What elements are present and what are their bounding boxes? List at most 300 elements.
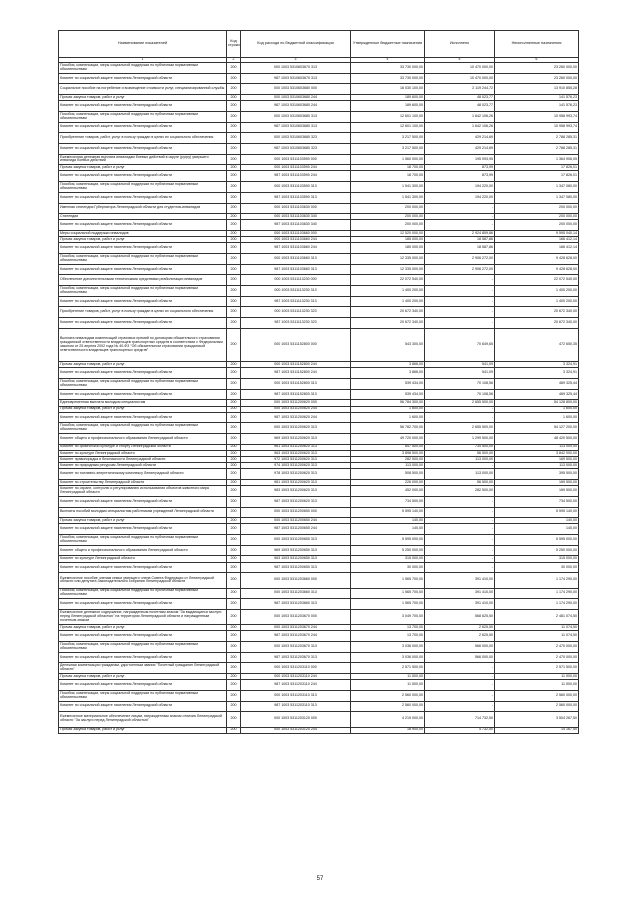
row-unexecuted-cell: 113 000,00	[495, 463, 579, 469]
row-executed-cell: 1 642 106,26	[425, 111, 495, 122]
row-approved-cell: 22 072 540,00	[351, 275, 425, 286]
row-code-cell: 000 1003 5311203660 313	[241, 588, 351, 599]
table-row	[59, 243, 579, 254]
row-code-cell: 981 1003 5311200620 313	[241, 480, 351, 486]
row-name-cell: Комитет по социальной защите населения Ленинградской области	[59, 496, 227, 507]
table-row	[59, 389, 579, 400]
row-code-cell: 000 1003 5311203670 244	[241, 625, 351, 631]
row-code-cell: 000 1003 5311103660 244	[241, 237, 351, 243]
row-code-cell: 987 1003 5311103660 313	[241, 264, 351, 275]
row-line-cell: 200	[227, 463, 241, 469]
row-approved-cell: 1 600,00	[351, 406, 425, 412]
row-code-cell: 000 1003 5311152800 244	[241, 362, 351, 368]
row-unexecuted-cell: 14 167,50	[495, 727, 579, 733]
row-code-cell: 000 1003 5311203660 000	[241, 573, 351, 588]
row-name-cell: Комитет по социальной защите населения Ленинградской области	[59, 243, 227, 254]
row-executed-cell: 194 220,00	[425, 192, 495, 203]
row-line-cell: 200	[227, 690, 241, 701]
row-code-cell: 000 1003 5310603680 323	[241, 133, 351, 144]
row-unexecuted-cell: 395 500,00	[495, 469, 579, 480]
row-line-cell: 200	[227, 243, 241, 254]
row-code-cell: 000 1003 5310603680 244	[241, 95, 351, 101]
row-approved-cell: 189 600,00	[351, 95, 425, 101]
table-row	[59, 133, 579, 144]
table-row	[59, 434, 579, 445]
row-executed-cell: 10 470 000,00	[425, 73, 495, 84]
row-name-cell: Комитет по социальной защите населения Ленинградской области	[59, 296, 227, 307]
row-approved-cell: 452 000,00	[351, 486, 425, 497]
header-unexecuted: Неисполненные назначения	[495, 31, 579, 58]
row-line-cell: 200	[227, 362, 241, 368]
row-line-cell: 200	[227, 307, 241, 318]
row-approved-cell: 140,00	[351, 524, 425, 535]
table-row	[59, 296, 579, 307]
row-name-cell: Комитет по культуре Ленинградской области	[59, 450, 227, 456]
table-body	[59, 63, 579, 734]
row-line-cell: 200	[227, 556, 241, 562]
row-name-cell: Комитет общего и профессионального образования Ленинградской области	[59, 545, 227, 556]
row-line-cell: 200	[227, 101, 241, 112]
table-row	[59, 307, 579, 318]
row-name-cell: Комитет общего и профессионального образования Ленинградской области	[59, 434, 227, 445]
row-code-cell: 000 1003 5311200620 313	[241, 423, 351, 434]
table-row	[59, 379, 579, 390]
row-line-cell: 200	[227, 192, 241, 203]
table-row	[59, 318, 579, 329]
row-name-cell: Прочая закупка товаров, работ и услуг	[59, 518, 227, 524]
row-executed-cell: 391 410,00	[425, 599, 495, 610]
table-row	[59, 275, 579, 286]
row-executed-cell: 2 625,50	[425, 625, 495, 631]
row-code-cell: 000 1003 5311203120 244	[241, 727, 351, 733]
row-approved-cell: 3 036 000,00	[351, 652, 425, 663]
row-name-cell: Пособия, компенсации, меры социальной поддержки по публичным нормативным обязательствам	[59, 642, 227, 653]
row-code-cell: 987 1003 5310603680 244	[241, 101, 351, 112]
row-name-cell: Прочая закупка товаров, работ и услуг	[59, 406, 227, 412]
row-unexecuted-cell: 1 400 200,00	[495, 286, 579, 297]
row-line-cell: 200	[227, 275, 241, 286]
row-unexecuted-cell: 20 672 340,00	[495, 318, 579, 329]
row-unexecuted-cell: 1 347 080,00	[495, 182, 579, 193]
row-line-cell: 200	[227, 674, 241, 680]
row-code-cell: 000 1003 5311113230 313	[241, 286, 351, 297]
row-approved-cell: 1 560 000,00	[351, 154, 425, 165]
row-approved-cell: 539 434,00	[351, 389, 425, 400]
row-line-cell: 200	[227, 486, 241, 497]
row-executed-cell: 429 214,69	[425, 143, 495, 154]
row-line-cell: 200	[227, 625, 241, 631]
row-line-cell: 200	[227, 701, 241, 712]
row-name-cell: Приобретение товаров, работ, услуг в пользу граждан в целях их социального обеспечения	[59, 133, 227, 144]
row-approved-cell: 3 036 000,00	[351, 642, 425, 653]
row-name-cell: Комитет по топливно-энергетическому комплексу Ленинградской области	[59, 469, 227, 480]
row-name-cell: Комитет по социальной защите населения Ленинградской области	[59, 368, 227, 379]
row-executed-cell: 568 625,50	[425, 609, 495, 624]
row-unexecuted-cell: 169 500,00	[495, 486, 579, 497]
row-executed-cell: -	[425, 690, 495, 701]
row-code-cell: 969 1003 5311200620 313	[241, 434, 351, 445]
row-line-cell: 200	[227, 73, 241, 84]
table-row	[59, 63, 579, 74]
row-name-cell: Именная стипендия Губернатора Ленинградской области для студентов-инвалидов	[59, 203, 227, 214]
row-executed-cell: 56 500,00	[425, 480, 495, 486]
row-unexecuted-cell: 1 347 080,00	[495, 192, 579, 203]
row-name-cell: Комитет по социальной защите населения Ленинградской области	[59, 631, 227, 642]
row-name-cell: Комитет по социальной защите населения Ленинградской области	[59, 318, 227, 329]
row-line-cell: 200	[227, 84, 241, 95]
row-name-cell: Комитет по физической культуре и спорту Ленинградской области	[59, 444, 227, 450]
row-approved-cell: 33 730 000,00	[351, 63, 425, 74]
row-approved-cell: 1 400 200,00	[351, 296, 425, 307]
row-approved-cell: 20 672 340,00	[351, 318, 425, 329]
row-unexecuted-cell: 23 260 000,00	[495, 63, 579, 74]
row-code-cell: 987 1003 5311203110 244	[241, 680, 351, 691]
row-executed-cell: -	[425, 518, 495, 524]
row-unexecuted-cell: 3 324,91	[495, 368, 579, 379]
table-row	[59, 368, 579, 379]
row-code-cell: 987 1003 5311203670 244	[241, 631, 351, 642]
table-row	[59, 652, 579, 663]
row-unexecuted-cell: 17 826,01	[495, 165, 579, 171]
row-approved-cell: 189 600,00	[351, 101, 425, 112]
row-code-cell: 987 1003 5311200650 244	[241, 524, 351, 535]
row-line-cell: 200	[227, 171, 241, 182]
row-name-cell: Меры социальной поддержки инвалидов	[59, 231, 227, 237]
row-approved-cell: 200 000,00	[351, 220, 425, 231]
row-approved-cell: 1 541 300,00	[351, 182, 425, 193]
row-name-cell: Стипендии	[59, 214, 227, 220]
row-code-cell: 000 1003 5311103590 000	[241, 154, 351, 165]
table-row	[59, 412, 579, 423]
row-executed-cell: 541,09	[425, 362, 495, 368]
row-line-cell: 200	[227, 63, 241, 74]
row-name-cell: Прочая закупка товаров, работ и услуг	[59, 362, 227, 368]
row-unexecuted-cell: 169 500,00	[495, 480, 579, 486]
table-row	[59, 535, 579, 546]
row-code-cell: 987 1003 5311103590 244	[241, 171, 351, 182]
row-line-cell: 200	[227, 457, 241, 463]
row-executed-cell: 541,09	[425, 368, 495, 379]
row-name-cell: Комитет правопорядка и безопасности Ленинградской области	[59, 457, 227, 463]
row-approved-cell: 508 500,00	[351, 469, 425, 480]
row-approved-cell: 18 700,00	[351, 171, 425, 182]
row-approved-cell: 56 782 700,00	[351, 423, 425, 434]
header-budget-code: Код расхода по бюджетной классификации	[241, 31, 351, 58]
row-executed-cell: -	[425, 674, 495, 680]
row-executed-cell: -	[425, 412, 495, 423]
row-line-cell: 200	[227, 328, 241, 361]
row-approved-cell: 18 700,00	[351, 165, 425, 171]
row-name-cell: Пособия, компенсации, меры социальной поддержки по публичным нормативным обязательствам	[59, 535, 227, 546]
row-approved-cell: 3 866,00	[351, 362, 425, 368]
row-name-cell: Комитет по социальной защите населения Ленинградской области	[59, 524, 227, 535]
row-name-cell: Комитет по социальной защите населения Ленинградской области	[59, 143, 227, 154]
row-unexecuted-cell: 11 500,00	[495, 674, 579, 680]
row-approved-cell: 543 300,00	[351, 328, 425, 361]
row-code-cell: 987 1003 5310603680 313	[241, 122, 351, 133]
row-name-cell: Комитет по социальной защите населения Ленинградской области	[59, 73, 227, 84]
row-executed-cell: -	[425, 203, 495, 214]
row-unexecuted-cell: 200 000,00	[495, 214, 579, 220]
row-executed-cell: -	[425, 556, 495, 562]
budget-table	[58, 30, 579, 734]
row-code-cell: 987 1003 5311152800 313	[241, 389, 351, 400]
row-approved-cell: 13 700,00	[351, 625, 425, 631]
row-name-cell: Комитет по социальной защите населения Ленинградской области	[59, 680, 227, 691]
row-unexecuted-cell: 2 560 000,00	[495, 701, 579, 712]
row-executed-cell: -	[425, 496, 495, 507]
row-approved-cell: 11 500,00	[351, 680, 425, 691]
row-approved-cell: 13 700,00	[351, 631, 425, 642]
row-line-cell: 200	[227, 631, 241, 642]
row-unexecuted-cell: 169 500,00	[495, 457, 579, 463]
table-row	[59, 143, 579, 154]
row-line-cell: 200	[227, 663, 241, 674]
row-executed-cell: 2 119 244,72	[425, 84, 495, 95]
row-executed-cell: -	[425, 463, 495, 469]
row-name-cell: Пособия, компенсации, меры социальной поддержки по публичным нормативным обязательствам	[59, 111, 227, 122]
row-executed-cell: 18 587,86	[425, 237, 495, 243]
row-name-cell: Пособия, компенсации, меры социальной поддержки по публичным нормативным обязательствам	[59, 379, 227, 390]
row-name-cell: Комитет по социальной защите населения Ленинградской области	[59, 220, 227, 231]
row-line-cell: 200	[227, 406, 241, 412]
row-executed-cell: 391 410,00	[425, 573, 495, 588]
row-code-cell: 972 1003 5311200620 313	[241, 457, 351, 463]
row-code-cell: 963 1003 5311200650 313	[241, 556, 351, 562]
table-row	[59, 642, 579, 653]
row-executed-cell: 2 655 500,00	[425, 423, 495, 434]
row-line-cell: 200	[227, 296, 241, 307]
header-approved: Утвержденные бюджетные назначения	[351, 31, 425, 58]
row-executed-cell: 2 924 859,86	[425, 231, 495, 237]
table-row	[59, 727, 579, 733]
row-executed-cell: 56 500,00	[425, 450, 495, 456]
row-approved-cell: 30 000,00	[351, 562, 425, 573]
row-line-cell: 200	[227, 562, 241, 573]
row-name-cell: Ежемесячная денежная выплата инвалидам боевых действий в округе (ругру) умершего инвалида боевых действий	[59, 154, 227, 165]
row-unexecuted-cell: 113 000,00	[495, 444, 579, 450]
row-executed-cell: 282 500,00	[425, 486, 495, 497]
row-name-cell: Комитет по социальной защите населения Ленинградской области	[59, 652, 227, 663]
table-row	[59, 690, 579, 701]
table-row	[59, 220, 579, 231]
row-line-cell: 200	[227, 423, 241, 434]
row-line-cell: 200	[227, 203, 241, 214]
row-line-cell: 200	[227, 95, 241, 101]
row-name-cell: Комитет по охране, контролю и регулированию использования объектов животного мира Ленинградской области	[59, 486, 227, 497]
row-executed-cell: 566 000,00	[425, 652, 495, 663]
row-unexecuted-cell: 472 650,35	[495, 328, 579, 361]
row-code-cell: 000 1003 5311200650 000	[241, 507, 351, 518]
row-name-cell: Комитет по социальной защите населения Ленинградской области	[59, 122, 227, 133]
row-executed-cell: -	[425, 406, 495, 412]
row-approved-cell: 12 335 000,00	[351, 264, 425, 275]
row-approved-cell: 200 000,00	[351, 203, 425, 214]
table-row	[59, 122, 579, 133]
row-approved-cell: 185 000,00	[351, 243, 425, 254]
row-executed-cell: 1 642 106,26	[425, 122, 495, 133]
row-code-cell: 000 1003 5311203670 000	[241, 609, 351, 624]
row-executed-cell: 70 649,65	[425, 328, 495, 361]
row-approved-cell: 11 500,00	[351, 674, 425, 680]
row-name-cell: Комитет по социальной защите населения Ленинградской области	[59, 562, 227, 573]
row-name-cell: Пособия, компенсации, меры социальной поддержки по публичным нормативным обязательствам	[59, 286, 227, 297]
row-line-cell: 200	[227, 518, 241, 524]
row-code-cell: 974 1003 5311200620 313	[241, 463, 351, 469]
row-line-cell: 200	[227, 412, 241, 423]
table-row	[59, 154, 579, 165]
row-approved-cell: 1 565 700,00	[351, 599, 425, 610]
row-line-cell: 200	[227, 524, 241, 535]
row-unexecuted-cell: 140,00	[495, 524, 579, 535]
row-executed-cell: -	[425, 545, 495, 556]
row-approved-cell: 49 720 000,00	[351, 434, 425, 445]
row-line-cell: 200	[227, 286, 241, 297]
row-executed-cell: 2 906 272,00	[425, 254, 495, 265]
budget-report-sheet	[58, 30, 578, 734]
row-code-cell: 978 1003 5311200620 313	[241, 469, 351, 480]
row-unexecuted-cell: 23 260 000,00	[495, 73, 579, 84]
row-name-cell: Комитет по социальной защите населения Ленинградской области	[59, 412, 227, 423]
table-row	[59, 507, 579, 518]
row-executed-cell: 113 000,00	[425, 469, 495, 480]
index-cell: 1	[59, 58, 227, 63]
row-code-cell: 000 1003 5311203670 313	[241, 642, 351, 653]
row-executed-cell: 2 655 500,00	[425, 400, 495, 406]
table-row	[59, 328, 579, 361]
row-unexecuted-cell: 3 324,91	[495, 362, 579, 368]
row-code-cell: 000 1003 5311103660 000	[241, 231, 351, 237]
row-executed-cell: 429 214,69	[425, 133, 495, 144]
row-executed-cell: 2 906 272,00	[425, 264, 495, 275]
row-name-cell: Социальное пособие на погребение и возмещение стоимости услуг, специализированной службы	[59, 84, 227, 95]
row-code-cell: 000 1003 5311200650 313	[241, 535, 351, 546]
row-unexecuted-cell: 2 470 000,00	[495, 652, 579, 663]
row-unexecuted-cell: 1 174 290,00	[495, 573, 579, 588]
row-approved-cell: 282 500,00	[351, 457, 425, 463]
row-executed-cell: -	[425, 562, 495, 573]
row-name-cell: Комитет по социальной защите населения Ленинградской области	[59, 101, 227, 112]
row-line-cell: 200	[227, 379, 241, 390]
row-unexecuted-cell: 17 826,01	[495, 171, 579, 182]
row-name-cell: Комитет по культуре Ленинградской области	[59, 556, 227, 562]
row-code-cell: 000 1003 5311113230 000	[241, 275, 351, 286]
row-line-cell: 200	[227, 444, 241, 450]
row-line-cell: 200	[227, 143, 241, 154]
row-line-cell: 200	[227, 214, 241, 220]
row-code-cell: 987 1003 5311203660 313	[241, 599, 351, 610]
row-name-cell: Комитет по социальной защите населения Ленинградской области	[59, 389, 227, 400]
table-row	[59, 111, 579, 122]
page-number: 57	[316, 876, 324, 882]
table-row	[59, 562, 579, 573]
row-code-cell: 987 1003 5311113230 313	[241, 296, 351, 307]
row-name-cell: Пособия, компенсации, меры социальной поддержки по публичным нормативным обязательствам	[59, 254, 227, 265]
index-cell: 4	[351, 58, 425, 63]
row-code-cell: 000 1003 5311203110 000	[241, 663, 351, 674]
row-name-cell: Комитет по социальной защите населения Ленинградской области	[59, 192, 227, 203]
row-line-cell: 200	[227, 609, 241, 624]
row-code-cell: 987 1003 5311200650 313	[241, 562, 351, 573]
row-line-cell: 200	[227, 642, 241, 653]
row-approved-cell: 847 500,00	[351, 444, 425, 450]
table-row	[59, 496, 579, 507]
row-executed-cell: -	[425, 680, 495, 691]
table-row	[59, 701, 579, 712]
row-approved-cell: 5 250 000,00	[351, 545, 425, 556]
table-row	[59, 203, 579, 214]
row-unexecuted-cell: 11 074,50	[495, 631, 579, 642]
row-code-cell: 987 1003 5311152800 244	[241, 368, 351, 379]
row-line-cell: 200	[227, 220, 241, 231]
row-name-cell: Пособия, компенсации, меры социальной поддержки по публичным нормативным обязательствам	[59, 690, 227, 701]
row-approved-cell: 734 500,00	[351, 496, 425, 507]
row-unexecuted-cell: 315 000,00	[495, 556, 579, 562]
row-line-cell: 200	[227, 368, 241, 379]
row-approved-cell: 140,00	[351, 518, 425, 524]
row-unexecuted-cell: 2 788 285,31	[495, 143, 579, 154]
table-row	[59, 524, 579, 535]
row-name-cell: Ежемесячное пособие членам семьи умершего члена Совета Федерации от Ленинградской области или депутата Законодательного собрания Ленинградской области	[59, 573, 227, 588]
row-executed-cell: 194 220,00	[425, 182, 495, 193]
row-name-cell: Прочая закупка товаров, работ и услуг	[59, 727, 227, 733]
table-row	[59, 588, 579, 599]
row-line-cell: 200	[227, 122, 241, 133]
row-unexecuted-cell: 1 364 906,05	[495, 154, 579, 165]
row-approved-cell: 12 601 100,00	[351, 122, 425, 133]
index-cell: 5	[425, 58, 495, 63]
row-code-cell: 987 1003 5311200620 244	[241, 412, 351, 423]
row-unexecuted-cell: 9 595 040,14	[495, 231, 579, 237]
row-executed-cell: -	[425, 318, 495, 329]
row-unexecuted-cell: 1 600,00	[495, 412, 579, 423]
row-unexecuted-cell: 5 595 000,00	[495, 535, 579, 546]
row-unexecuted-cell: 54 127 200,00	[495, 423, 579, 434]
row-code-cell: 963 1003 5311200620 313	[241, 450, 351, 456]
row-unexecuted-cell: 1 174 290,00	[495, 599, 579, 610]
table-row	[59, 609, 579, 624]
row-approved-cell: 3 866,00	[351, 368, 425, 379]
row-unexecuted-cell: 2 571 500,00	[495, 663, 579, 674]
index-cell: 3	[241, 58, 351, 63]
row-unexecuted-cell: 141 576,23	[495, 101, 579, 112]
row-line-cell: 200	[227, 680, 241, 691]
row-executed-cell: 714 732,50	[425, 712, 495, 727]
row-line-cell: 200	[227, 727, 241, 733]
row-approved-cell: 315 000,00	[351, 556, 425, 562]
row-code-cell: 987 1003 5311203110 313	[241, 701, 351, 712]
row-unexecuted-cell: 20 672 340,00	[495, 307, 579, 318]
row-executed-cell: 48 023,77	[425, 95, 495, 101]
row-unexecuted-cell: 2 788 285,31	[495, 133, 579, 144]
table-row	[59, 73, 579, 84]
row-approved-cell: 5 595 140,00	[351, 507, 425, 518]
table-row	[59, 182, 579, 193]
row-approved-cell: 2 560 000,00	[351, 690, 425, 701]
row-unexecuted-cell: 54 128 800,00	[495, 400, 579, 406]
row-unexecuted-cell: 166 412,14	[495, 237, 579, 243]
row-name-cell: Единовременная выплата молодым специалистам	[59, 400, 227, 406]
row-unexecuted-cell: 11 074,50	[495, 625, 579, 631]
row-executed-cell: -	[425, 220, 495, 231]
row-code-cell: 000 1003 5311152800 313	[241, 379, 351, 390]
row-line-cell: 200	[227, 231, 241, 237]
row-code-cell: 000 1003 5311200620 000	[241, 400, 351, 406]
row-name-cell: Комитет по строительству Ленинградской области	[59, 480, 227, 486]
row-executed-cell: 734 500,00	[425, 444, 495, 450]
row-approved-cell: 2 560 000,00	[351, 701, 425, 712]
row-unexecuted-cell: 9 428 628,00	[495, 264, 579, 275]
